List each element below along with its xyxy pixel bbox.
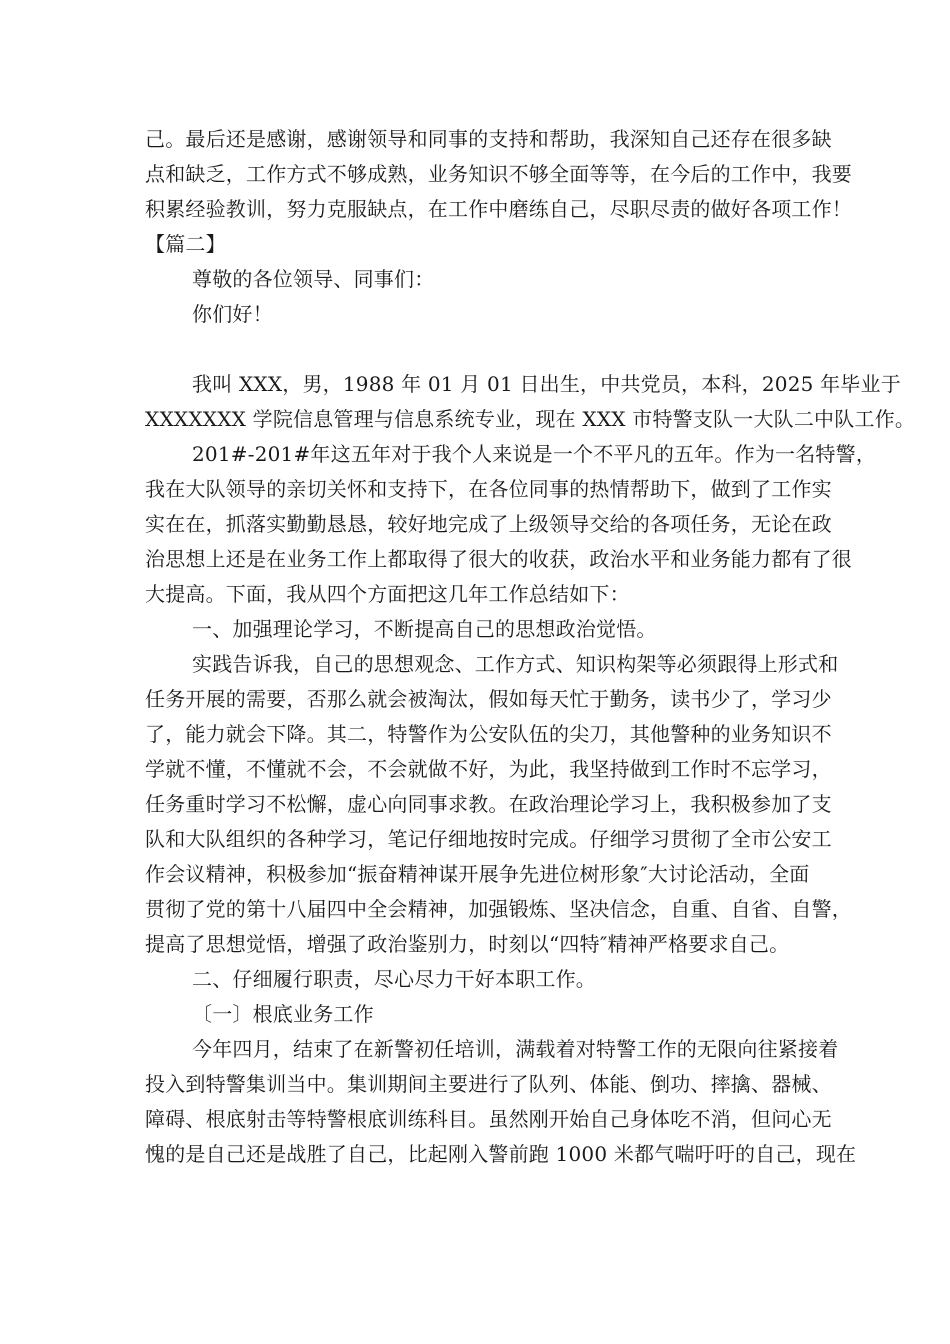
paragraph-line: XXXXXXX 学院信息管理与信息系统专业，现在 XXX 市特警支队一大队二中队工作。 xyxy=(145,407,916,431)
greeting-line: 尊敬的各位领导、同事们： xyxy=(192,267,435,291)
greeting-line: 你们好！ xyxy=(192,302,273,326)
paragraph-line: 我叫 XXX，男，1988 年 01 月 01 日出生，中共党员，本科，2025 年毕业于 xyxy=(192,372,901,396)
paragraph-line: 障碍、根底射击等特警根底训练科目。虽然刚开始自己身体吃不消，但问心无 xyxy=(145,1107,832,1131)
paragraph-line: 实在在，抓落实勤勤恳恳，较好地完成了上级领导交给的各项任务，无论在政 xyxy=(145,512,832,536)
paragraph-line: 积累经验教训，努力克服缺点，在工作中磨练自己，尽职尽责的做好各项工作！ xyxy=(145,197,852,221)
paragraph-line: 愧的是自己还是战胜了自己，比起刚入警前跑 1000 米都气喘吁吁的自己，现在 xyxy=(145,1142,857,1166)
paragraph-line: 任务开展的需要，否那么就会被淘汰，假如每天忙于勤务，读书少了，学习少 xyxy=(145,687,832,711)
paragraph-line: 我在大队领导的亲切关怀和支持下，在各位同事的热情帮助下，做到了工作实 xyxy=(145,477,832,501)
paragraph-line: 任务重时学习不松懈，虚心向同事求教。在政治理论学习上，我积极参加了支 xyxy=(145,792,832,816)
section-heading: 【篇二】 xyxy=(145,232,226,256)
subheading-line: 一、加强理论学习，不断提高自己的思想政治觉悟。 xyxy=(192,617,657,641)
paragraph-line: 己。最后还是感谢，感谢领导和同事的支持和帮助，我深知自己还存在很多缺 xyxy=(145,127,832,151)
paragraph-line: 提高了思想觉悟，增强了政治鉴别力，时刻以“四特″精神严格要求自己。 xyxy=(145,932,790,956)
paragraph-line: 贯彻了党的第十八届四中全会精神，加强锻炼、坚决信念，自重、自省、自警， xyxy=(145,897,852,921)
paragraph-line: 作会议精神，积极参加“振奋精神谋开展争先进位树形象″大讨论活动，全面 xyxy=(145,862,810,886)
paragraph-line: 学就不懂，不懂就不会，不会就做不好，为此，我坚持做到工作时不忘学习， xyxy=(145,757,832,781)
subheading-line: 〔一〕根底业务工作 xyxy=(192,1002,374,1026)
paragraph-line: 实践告诉我，自己的思想观念、工作方式、知识构架等必须跟得上形式和 xyxy=(192,652,839,676)
paragraph-line: 了，能力就会下降。其二，特警作为公安队伍的尖刀，其他警种的业务知识不 xyxy=(145,722,832,746)
paragraph-line: 投入到特警集训当中。集训期间主要进行了队列、体能、倒功、摔擒、器械、 xyxy=(145,1072,832,1096)
paragraph-line: 点和缺乏，工作方式不够成熟，业务知识不够全面等等，在今后的工作中，我要 xyxy=(145,162,852,186)
paragraph-line: 治思想上还是在业务工作上都取得了很大的收获，政治水平和业务能力都有了很 xyxy=(145,547,852,571)
paragraph-line: 大提高。下面，我从四个方面把这几年工作总结如下： xyxy=(145,582,630,606)
paragraph-line: 队和大队组织的各种学习，笔记仔细地按时完成。仔细学习贯彻了全市公安工 xyxy=(145,827,832,851)
subheading-line: 二、仔细履行职责，尽心尽力干好本职工作。 xyxy=(192,967,596,991)
paragraph-line: 今年四月，结束了在新警初任培训，满载着对特警工作的无限向往紧接着 xyxy=(192,1037,839,1061)
paragraph-line: 201#-201#年这五年对于我个人来说是一个不平凡的五年。作为一名特警， xyxy=(192,442,877,466)
